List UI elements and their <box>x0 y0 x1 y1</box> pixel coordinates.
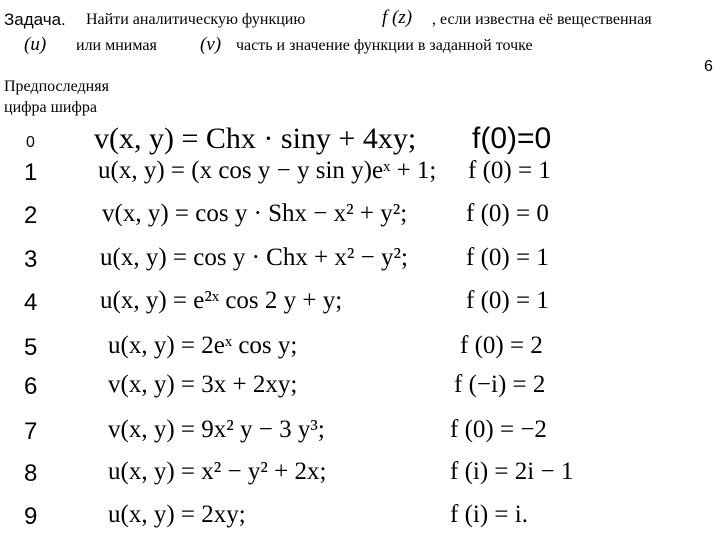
cipher-label: Предпоследняя цифра шифра <box>4 78 109 116</box>
variant-digit: 5 <box>24 334 38 361</box>
variant-formula: u(x, y) = cos y · Chx + x² − y²; <box>100 244 408 271</box>
task-text-line1a: Найти аналитическую функцию <box>86 11 306 28</box>
variant-digit: 2 <box>24 202 38 229</box>
variant-formula: u(x, y) = e²ˣ cos 2 y + y; <box>100 287 343 314</box>
variant-condition: f (0) = −2 <box>450 416 547 443</box>
imag-part-symbol: (v) <box>200 34 222 55</box>
variant-condition: f (i) = 2i − 1 <box>450 458 574 485</box>
variant-condition: f (0) = 2 <box>460 332 543 359</box>
variant-digit: 8 <box>24 460 38 487</box>
variant-digit: 1 <box>24 159 38 186</box>
page-number: 6 <box>704 58 713 75</box>
task-text-line2b: часть и значение функции в заданной точке <box>236 37 533 54</box>
real-part-symbol: (u) <box>24 34 47 55</box>
variant-digit: 0 <box>26 134 35 151</box>
variant-formula: v(x, y) = 9x² y − 3 y³; <box>108 416 325 443</box>
variant-formula: u(x, y) = 2eˣ cos y; <box>108 332 298 359</box>
variant-condition: f (−i) = 2 <box>454 371 546 398</box>
variant-digit: 4 <box>24 289 38 316</box>
variant-condition: f (0) = 0 <box>466 200 549 227</box>
variant-formula: v(x, y) = Chx · siny + 4xy; <box>94 122 417 155</box>
variant-condition: f (0) = 1 <box>466 287 549 314</box>
variant-formula: u(x, y) = (x cos y − y sin y)eˣ + 1; <box>98 157 437 184</box>
variant-formula: v(x, y) = 3x + 2xy; <box>108 371 298 398</box>
task-text-line1b: , если известна её вещественная <box>432 11 652 28</box>
variant-condition: f(0)=0 <box>472 122 552 155</box>
task-lead: Задача. <box>4 10 66 29</box>
variant-digit: 3 <box>24 246 38 273</box>
variant-condition: f (0) = 1 <box>466 244 549 271</box>
task-text-line2a: или мнимая <box>76 37 157 54</box>
variant-condition: f (i) = i. <box>450 501 528 528</box>
variant-formula: u(x, y) = 2xy; <box>108 501 246 528</box>
variant-formula: v(x, y) = cos y · Shx − x² + y²; <box>102 200 408 227</box>
variant-formula: u(x, y) = x² − y² + 2x; <box>108 458 327 485</box>
function-symbol: f (z) <box>382 7 413 28</box>
variant-condition: f (0) = 1 <box>468 157 551 184</box>
variant-digit: 7 <box>24 418 38 445</box>
variant-digit: 9 <box>24 503 38 530</box>
variant-digit: 6 <box>24 373 38 400</box>
